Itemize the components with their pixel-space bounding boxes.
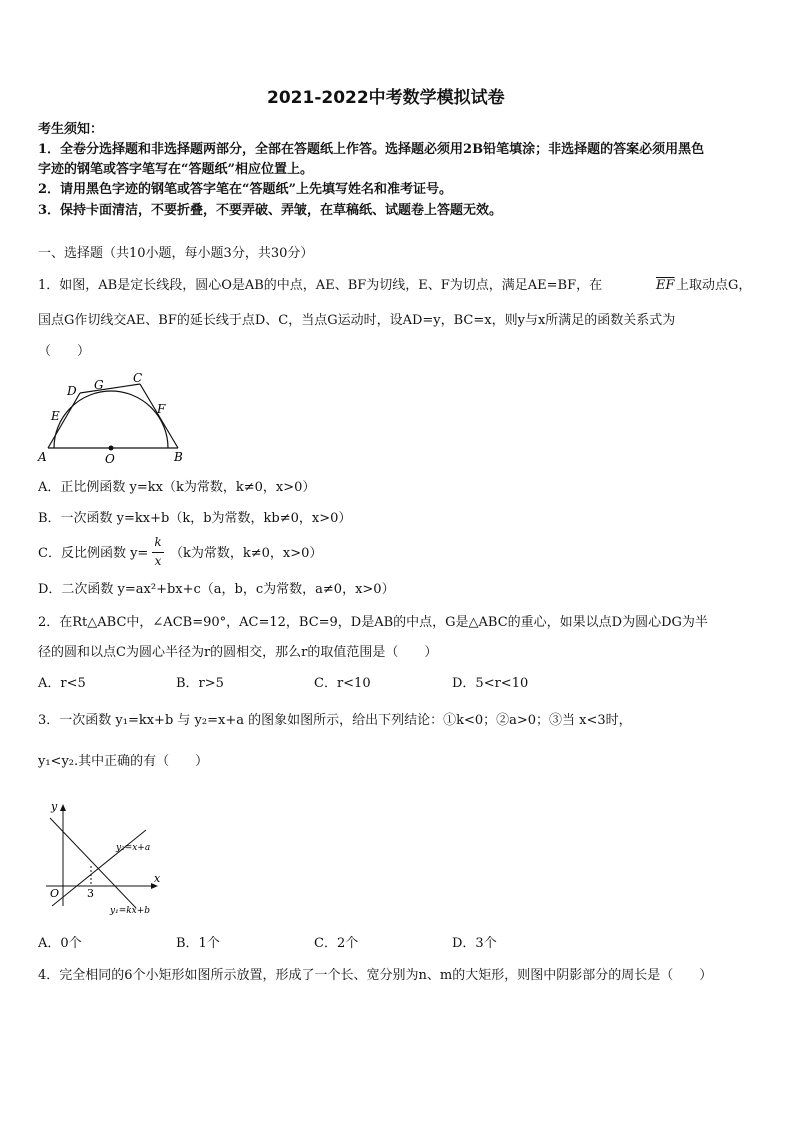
- q1-arc-ef: $\overline{EF}$: [656, 278, 675, 293]
- q1-center-dot: [109, 446, 114, 451]
- q3-option-b: B．1个: [176, 936, 220, 951]
- q1-line-3: （ ）: [38, 344, 91, 359]
- q1-option-c-denominator: x: [154, 554, 162, 568]
- q3-option-c: C．2个: [314, 936, 359, 951]
- q3-line-1: 3．一次函数 y₁=kx+b 与 y₂=x+a 的图象如图所示，给出下列结论：①k<0；②a>0；③当 x<3时，: [38, 713, 632, 728]
- q3-label-o: O: [50, 887, 60, 900]
- q2-option-a: A．r<5: [38, 676, 86, 691]
- notice-line-1b: 字迹的钢笔或答字笔写在“答题纸”相应位置上。: [38, 162, 313, 177]
- notice-line-3: 3．保持卡面清洁，不要折叠，不要弄破、弄皱，在草稿纸、试题卷上答题无效。: [38, 203, 503, 218]
- section-heading: 一、选择题（共10小题，每小题3分，共30分）: [38, 246, 314, 261]
- q1-option-d: D．二次函数 y=ax²+bx+c（a，b，c为常数，a≠0，x>0）: [38, 582, 395, 597]
- q1-label-d: D: [67, 384, 77, 398]
- q3-label-line-y1: y₁=kx+b: [110, 906, 151, 916]
- q3-y-axis-arrow: [60, 804, 66, 811]
- q3-label-y: y: [51, 800, 58, 813]
- q1-figure: [36, 370, 186, 464]
- q1-label-f: F: [157, 402, 166, 416]
- q2-option-c: C．r<10: [314, 676, 371, 691]
- page-title: 2021-2022中考数学模拟试卷: [267, 88, 505, 108]
- q1-label-o: O: [105, 452, 115, 464]
- notice-line-2: 2．请用黑色字迹的钢笔或答字笔在“答题纸”上先填写姓名和准考证号。: [38, 182, 453, 197]
- q3-line-2: y₁<y₂.其中正确的有（ ）: [38, 754, 209, 769]
- q1-segment-cb: [140, 384, 178, 448]
- q1-option-c-fraction-bar: [152, 552, 164, 553]
- q1-label-c: C: [133, 371, 143, 385]
- q2-option-b: B．r>5: [176, 676, 224, 691]
- q4-line-1: 4．完全相同的6个小矩形如图所示放置，形成了一个长、宽分别为n、m的大矩形，则图中阴影部分的周长是（ ）: [38, 968, 713, 983]
- q3-label-x: x: [154, 872, 161, 885]
- q1-label-e: E: [51, 409, 60, 423]
- notice-heading: 考生须知：: [38, 122, 104, 137]
- q1-option-b: B．一次函数 y=kx+b（k，b为常数，kb≠0，x>0）: [38, 511, 352, 526]
- q1-line-2: 国点G作切线交AE、BF的延长线于点D、C，当点G运动时，设AD=y，BC=x，则y与x所满足的函数关系式为: [38, 313, 676, 328]
- q1-option-c-suffix: （k为常数，k≠0，x>0）: [170, 546, 323, 561]
- q1-option-c-numerator: k: [154, 535, 162, 549]
- q3-label-3: 3: [87, 887, 94, 900]
- q1-semicircle: [54, 391, 168, 448]
- q3-line-y2: [52, 830, 146, 906]
- q1-segment-dc: [80, 384, 140, 393]
- q1-label-b: B: [174, 450, 183, 464]
- q3-option-a: A．0个: [38, 936, 82, 951]
- q1-option-a: A．正比例函数 y=kx（k为常数，k≠0，x>0）: [38, 480, 316, 495]
- q2-option-d: D．5<r<10: [452, 676, 529, 691]
- q3-figure: [36, 796, 166, 920]
- q2-line-2: 径的圆和以点C为圆心半径为r的圆相交，那么r的取值范围是（ ）: [38, 645, 438, 660]
- q1-option-c-prefix: C．反比例函数 y=: [38, 546, 149, 561]
- q1-label-g: G: [94, 378, 104, 392]
- q1-label-a: A: [38, 450, 47, 464]
- notice-line-1a: 1．全卷分选择题和非选择题两部分，全部在答题纸上作答。选择题必须用2B铅笔填涂；非选择题的答案必须用黑色: [38, 142, 705, 157]
- q3-option-d: D．3个: [452, 936, 497, 951]
- q1-line-1a: 1．如图，AB是定长线段，圆心O是AB的中点，AE、BF为切线，E、F为切点，满足AE=BF，在: [38, 278, 603, 293]
- q1-line-1b: 上取动点G，: [676, 278, 752, 293]
- q2-line-1: 2．在Rt△ABC中，∠ACB=90°，AC=12，BC=9，D是AB的中点，G是△ABC的重心，如果以点D为圆心DG为半: [38, 615, 708, 630]
- q3-label-line-y2: y₂=x+a: [116, 843, 151, 853]
